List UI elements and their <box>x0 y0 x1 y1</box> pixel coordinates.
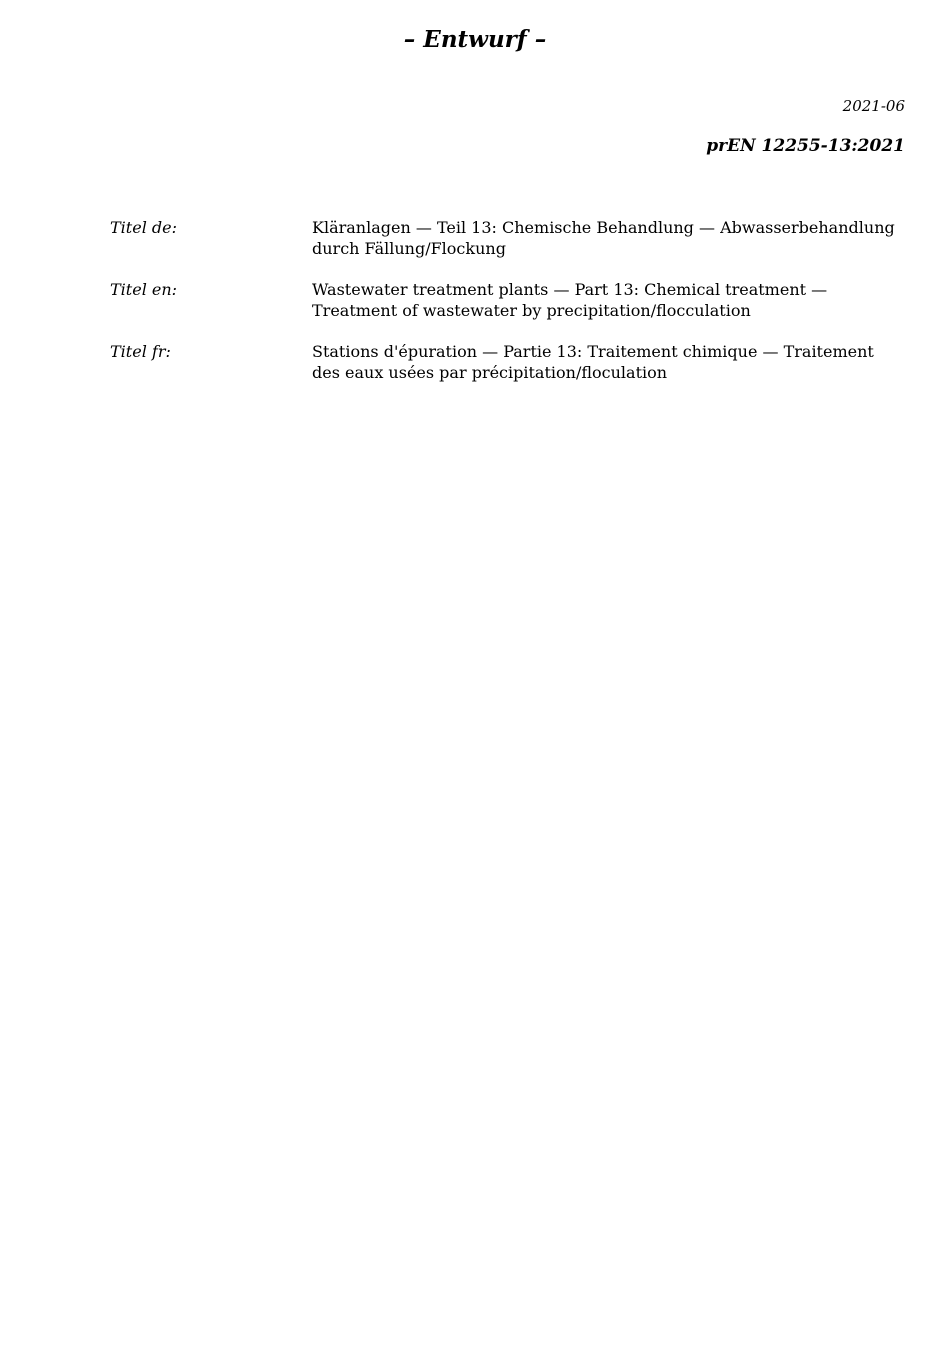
title-value-en: Wastewater treatment plants — Part 13: Chemical treatment — Treatment of wastewater by precipitation/flocculation <box>312 280 828 320</box>
title-value-de: Kläranlagen — Teil 13: Chemische Behandlung — Abwasserbehandlung durch Fällung/Flockung <box>312 218 895 258</box>
title-label-fr: Titel fr: <box>110 342 171 361</box>
title-label-de: Titel de: <box>110 218 177 237</box>
title-row-en <box>110 279 905 321</box>
title-row-de <box>110 217 905 259</box>
title-row-fr <box>110 341 905 383</box>
document-date: 2021-06 <box>842 97 905 115</box>
draft-heading: – Entwurf – <box>403 26 547 53</box>
title-value-fr: Stations d'épuration — Partie 13: Traitement chimique — Traitement des eaux usées par précipitation/floculation <box>312 342 874 382</box>
title-label-en: Titel en: <box>110 280 178 299</box>
titles-table <box>110 217 905 403</box>
document-number: prEN 12255-13:2021 <box>706 136 905 156</box>
